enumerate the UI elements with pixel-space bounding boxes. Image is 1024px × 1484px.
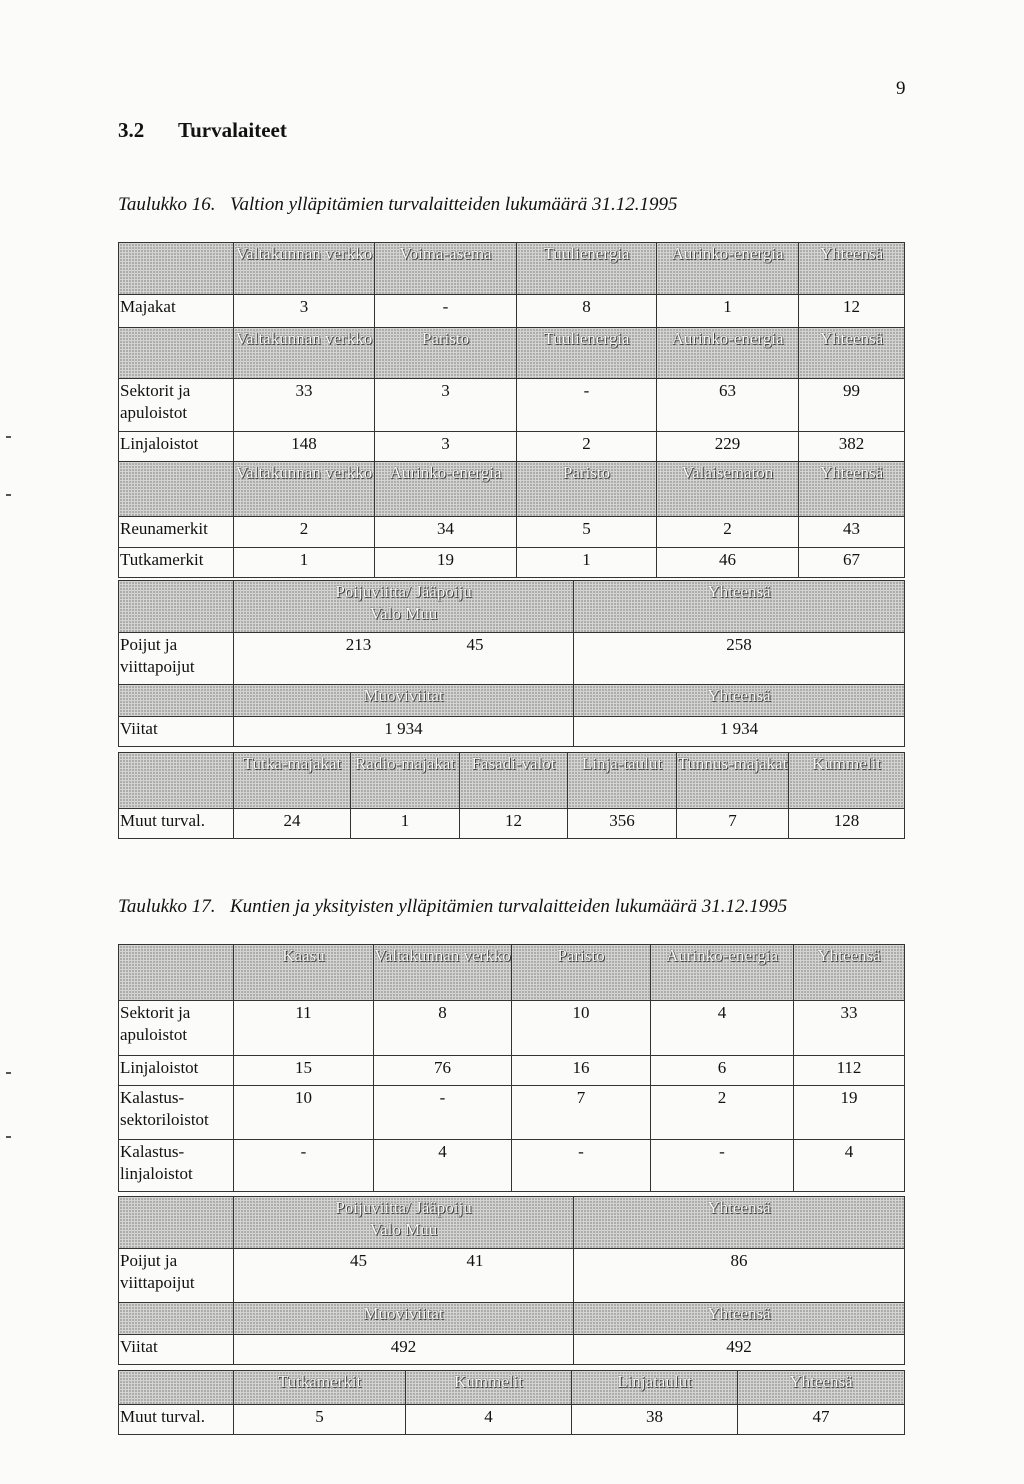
table-row — [119, 379, 905, 432]
page-number: 9 — [896, 78, 906, 99]
table-row — [119, 1056, 905, 1086]
row-label: Sektorit ja apuloistot — [119, 1001, 234, 1056]
table-cell: 12 — [799, 295, 905, 328]
margin-mark — [6, 494, 11, 496]
table-header-cell: Tuulienergia — [517, 243, 657, 295]
table-header-cell: Radio-majakat — [351, 753, 460, 809]
row-label: Kalastus-linjaloistot — [119, 1140, 234, 1192]
table17-caption-label: Taulukko 17. — [118, 896, 216, 917]
table-header-cell — [119, 243, 234, 295]
table-cell: 10 — [512, 1001, 651, 1056]
table-header-cell: Tutkamerkit — [234, 1371, 406, 1405]
table-row — [119, 717, 905, 747]
table-header-cell: Yhteensä — [799, 328, 905, 379]
table-header-cell — [119, 753, 234, 809]
table17-main — [118, 944, 905, 1192]
table-header-cell: Paristo — [375, 328, 517, 379]
table-cell: 1 — [234, 548, 375, 578]
table-cell: - — [651, 1140, 794, 1192]
table-header-cell: Paristo — [517, 462, 657, 517]
table-header-cell: Valaisematon — [657, 462, 799, 517]
row-label: Reunamerkit — [119, 517, 234, 548]
table-cell: - — [374, 1086, 512, 1140]
table-row — [119, 1249, 905, 1303]
table-header-cell: Valtakunnan verkko — [374, 945, 512, 1001]
table-header-cell: Fasadi-valot — [460, 753, 568, 809]
table-cell: 3 — [234, 295, 375, 328]
table-header-cell: Linja-taulut — [568, 753, 677, 809]
table-cell: 16 — [512, 1056, 651, 1086]
table-row — [119, 1405, 905, 1435]
table-cell: 4 — [374, 1140, 512, 1192]
table-cell: 7 — [512, 1086, 651, 1140]
table-cell: 4 — [651, 1001, 794, 1056]
table-cell: 1 934 — [234, 717, 574, 747]
table-cell: 63 — [657, 379, 799, 432]
table-row — [119, 1086, 905, 1140]
row-label: Muut turval. — [119, 1405, 234, 1435]
buoys-valo: 213 — [345, 635, 372, 654]
table-cell: 258 — [574, 633, 905, 685]
table-cell: 19 — [375, 548, 517, 578]
table16-header-row-2 — [119, 328, 905, 379]
table-header-cell: Yhteensä — [574, 581, 905, 633]
table-cell: 356 — [568, 809, 677, 839]
table-cell: 19 — [794, 1086, 905, 1140]
table-cell: 3 — [375, 432, 517, 462]
table-cell: 1 — [517, 548, 657, 578]
table-cell: 33 — [794, 1001, 905, 1056]
table-header-cell: Yhteensä — [574, 1197, 905, 1249]
section-number: 3.2 — [118, 118, 145, 142]
table-cell: 3 — [375, 379, 517, 432]
table-header-cell: Tuulienergia — [517, 328, 657, 379]
row-label: Majakat — [119, 295, 234, 328]
table17-caption-text: Kuntien ja yksityisten ylläpitämien turvalaitteiden lukumäärä 31.12.1995 — [230, 896, 788, 917]
table-cell: 11 — [234, 1001, 374, 1056]
table-header-cell — [119, 581, 234, 633]
row-label: Kalastus-sektoriloistot — [119, 1086, 234, 1140]
row-label: Viitat — [119, 717, 234, 747]
table-cell: 46 — [657, 548, 799, 578]
table-cell: 67 — [799, 548, 905, 578]
table-cell: 33 — [234, 379, 375, 432]
margin-mark — [6, 1072, 11, 1074]
table-header-cell — [119, 685, 234, 717]
table17-other — [118, 1370, 905, 1435]
margin-mark — [6, 436, 11, 438]
table-cell: 112 — [794, 1056, 905, 1086]
table17-header-row — [119, 945, 905, 1001]
table-cell: 15 — [234, 1056, 374, 1086]
table-header-cell: Tunnus-majakat — [677, 753, 789, 809]
table-cell: 492 — [234, 1335, 574, 1365]
table-cell: 1 — [351, 809, 460, 839]
row-label: Sektorit ja apuloistot — [119, 379, 234, 432]
table-cell: - — [517, 379, 657, 432]
table16-signs-header — [119, 685, 905, 717]
table-cell: - — [512, 1140, 651, 1192]
table-header-cell: Kummelit — [406, 1371, 572, 1405]
table-row — [119, 432, 905, 462]
table-cell: 43 — [799, 517, 905, 548]
table-cell: 148 — [234, 432, 375, 462]
row-label: Poijut ja viittapoijut — [119, 1249, 234, 1303]
table-header-cell: Muoviviitat — [234, 685, 574, 717]
table-header-cell: Valtakunnan verkko — [234, 462, 375, 517]
table-cell: - — [375, 295, 517, 328]
table-header-cell: Yhteensä — [738, 1371, 905, 1405]
section-heading — [118, 118, 287, 143]
table16-header-row-3 — [119, 462, 905, 517]
table-cell: 34 — [375, 517, 517, 548]
table-header-cell — [119, 462, 234, 517]
table16-buoys-header — [119, 581, 905, 633]
table-header-cell: Yhteensä — [799, 462, 905, 517]
table16-other — [118, 752, 905, 839]
table-cell: 2 — [657, 517, 799, 548]
buoys-muu: 45 — [466, 635, 484, 654]
table-header-cell: Poijuviitta/ Jääpoiju Valo Muu — [234, 1197, 574, 1249]
table-cell: 382 — [799, 432, 905, 462]
margin-mark — [6, 1136, 11, 1138]
row-label: Tutkamerkit — [119, 548, 234, 578]
table-cell: 4 — [406, 1405, 572, 1435]
table16-buoys — [118, 580, 905, 747]
table-row — [119, 1335, 905, 1365]
table-cell: 1 934 — [574, 717, 905, 747]
table-cell: 4 — [794, 1140, 905, 1192]
table-cell: 5 — [517, 517, 657, 548]
table-cell: 24 — [234, 809, 351, 839]
table-row — [119, 295, 905, 328]
table-header-cell: Kaasu — [234, 945, 374, 1001]
table16-caption-label: Taulukko 16. — [118, 194, 216, 215]
table-header-cell — [119, 1371, 234, 1405]
table-header-cell: Aurinko-energia — [657, 243, 799, 295]
table-cell: 7 — [677, 809, 789, 839]
table-cell: 2 — [517, 432, 657, 462]
table-cell: 229 — [657, 432, 799, 462]
table-header-cell: Aurinko-energia — [657, 328, 799, 379]
table-cell — [234, 1249, 574, 1303]
table-header-cell: Yhteensä — [799, 243, 905, 295]
table-header-cell — [119, 328, 234, 379]
table-cell: 8 — [517, 295, 657, 328]
table-header-cell: Aurinko-energia — [375, 462, 517, 517]
table-row — [119, 1001, 905, 1056]
table-cell: 492 — [574, 1335, 905, 1365]
table-cell — [234, 633, 574, 685]
table-header-cell: Tutka-majakat — [234, 753, 351, 809]
table-header-cell: Voima-asema — [375, 243, 517, 295]
table-cell: 47 — [738, 1405, 905, 1435]
table-header-cell: Kummelit — [789, 753, 905, 809]
row-label: Viitat — [119, 1335, 234, 1365]
table-cell: 5 — [234, 1405, 406, 1435]
table-header-cell: Muoviviitat — [234, 1303, 574, 1335]
table-header-cell — [119, 1303, 234, 1335]
table17-buoys-header — [119, 1197, 905, 1249]
table-header-cell: Yhteensä — [794, 945, 905, 1001]
table17-caption — [118, 896, 787, 918]
table-cell: 1 — [657, 295, 799, 328]
row-label: Linjaloistot — [119, 1056, 234, 1086]
table-cell: 8 — [374, 1001, 512, 1056]
table-cell: 2 — [651, 1086, 794, 1140]
table16-caption-text: Valtion ylläpitämien turvalaitteiden lukumäärä 31.12.1995 — [230, 194, 678, 215]
table-cell: 76 — [374, 1056, 512, 1086]
table-header-cell: Linjataulut — [572, 1371, 738, 1405]
table-header-cell: Yhteensä — [574, 685, 905, 717]
row-label: Poijut ja viittapoijut — [119, 633, 234, 685]
table-cell: 86 — [574, 1249, 905, 1303]
table-row — [119, 633, 905, 685]
table-row — [119, 1140, 905, 1192]
buoys-muu: 41 — [466, 1251, 484, 1270]
table17-signs-header — [119, 1303, 905, 1335]
buoys-valo: 45 — [350, 1251, 367, 1270]
table-cell: 6 — [651, 1056, 794, 1086]
table-row — [119, 548, 905, 578]
table-row — [119, 809, 905, 839]
section-title: Turvalaiteet — [178, 118, 287, 142]
table-cell: - — [234, 1140, 374, 1192]
table-header-cell: Paristo — [512, 945, 651, 1001]
table-cell: 128 — [789, 809, 905, 839]
table-cell: 99 — [799, 379, 905, 432]
table16-caption — [118, 194, 678, 216]
table16-header-row-1 — [119, 243, 905, 295]
table-header-cell: Yhteensä — [574, 1303, 905, 1335]
table16-other-header — [119, 753, 905, 809]
table17-other-header — [119, 1371, 905, 1405]
table-cell: 38 — [572, 1405, 738, 1435]
table-row — [119, 517, 905, 548]
table-header-cell: Aurinko-energia — [651, 945, 794, 1001]
table-header-cell — [119, 1197, 234, 1249]
table-header-cell: Valtakunnan verkko — [234, 243, 375, 295]
table-header-cell: Poijuviitta/ Jääpoiju Valo Muu — [234, 581, 574, 633]
row-label: Linjaloistot — [119, 432, 234, 462]
table-cell: 10 — [234, 1086, 374, 1140]
table-header-cell: Valtakunnan verkko — [234, 328, 375, 379]
table17-buoys — [118, 1196, 905, 1365]
table-cell: 12 — [460, 809, 568, 839]
row-label: Muut turval. — [119, 809, 234, 839]
table-header-cell — [119, 945, 234, 1001]
table16-main — [118, 242, 905, 578]
table-cell: 2 — [234, 517, 375, 548]
